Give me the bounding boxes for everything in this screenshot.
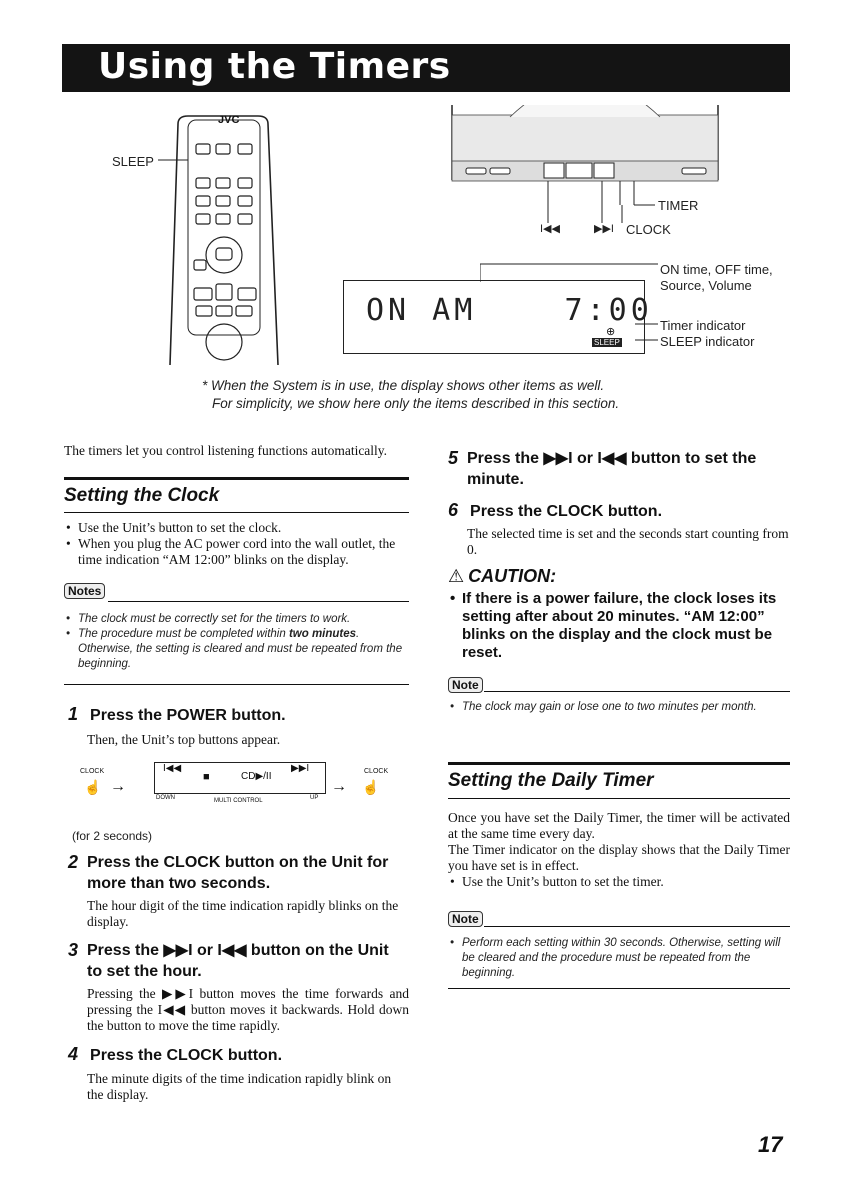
step-body: The selected time is set and the seconds start counting from 0. bbox=[467, 526, 789, 557]
list-item: • Perform each setting within 30 seconds. Otherwise, setting will be cleared and the procedure must be repeated from the beginning. bbox=[448, 936, 788, 981]
list-item: • The clock may gain or lose one to two minutes per month. bbox=[448, 700, 793, 715]
remote-brand-logo: JVC bbox=[218, 114, 240, 126]
note-badge-label: Note bbox=[448, 677, 483, 693]
notes-rule bbox=[108, 601, 409, 602]
setting-clock-notes bbox=[64, 612, 404, 672]
step-number: 1 bbox=[68, 704, 79, 724]
setting-clock-bullets bbox=[64, 520, 406, 568]
up-label: UP bbox=[310, 795, 319, 801]
step-number: 5 bbox=[448, 448, 459, 468]
page-title: Using the Timers bbox=[98, 46, 451, 87]
note-rule bbox=[484, 926, 790, 927]
step-number: 2 bbox=[68, 852, 79, 872]
lcd-callout-lines bbox=[480, 262, 660, 352]
section-rule-bottom bbox=[448, 798, 790, 799]
daily-timer-p2: The Timer indicator on the display shows that the Daily Timer you have set is in effect. bbox=[448, 842, 790, 873]
multi-control-label: MULTI CONTROL bbox=[214, 798, 263, 804]
note-emphasis: two minutes bbox=[288, 628, 357, 640]
caution-label: CAUTION: bbox=[468, 566, 557, 586]
list-item: • Use the Unit’s button to set the clock. bbox=[64, 520, 406, 536]
caution-bullets bbox=[448, 590, 793, 662]
list-item: • When you plug the AC power cord into the wall outlet, the time indication “AM 12:00” blinks on the display. bbox=[64, 536, 406, 568]
daily-note-badge bbox=[448, 910, 483, 928]
remote-control-illustration bbox=[150, 110, 290, 365]
notes-rule-bottom bbox=[64, 684, 409, 685]
daily-timer-bullets bbox=[448, 874, 790, 890]
daily-timer-note bbox=[448, 936, 788, 981]
caution-note bbox=[448, 700, 793, 715]
diagram-caption-line1: * When the System is in use, the display shows other items as well. bbox=[202, 378, 605, 393]
step-title: Press the POWER button. bbox=[90, 707, 286, 724]
step-body: Then, the Unit’s top buttons appear. bbox=[87, 732, 281, 747]
note-text-part: The procedure must be completed within bbox=[78, 628, 286, 640]
page-number: 17 bbox=[758, 1132, 783, 1157]
callout-on-time-line1: ON time, OFF time, bbox=[660, 262, 773, 277]
intro-paragraph: The timers let you control listening functions automatically. bbox=[64, 443, 388, 458]
warning-hand-icon: ⚠ bbox=[448, 566, 465, 586]
clock-callout-label: CLOCK bbox=[626, 222, 671, 237]
step-number: 6 bbox=[448, 500, 459, 520]
step-body: Pressing the ▶▶I button moves the time forwards and pressing the I◀◀ button moves it backwards. Hold down the button to move the time rapidly. bbox=[87, 986, 409, 1033]
page-title-bar bbox=[62, 44, 790, 92]
callout-on-time bbox=[660, 262, 773, 294]
step-2 bbox=[68, 852, 413, 894]
step-3 bbox=[68, 940, 413, 982]
step-number: 3 bbox=[68, 940, 79, 960]
sleep-callout-label: SLEEP bbox=[112, 154, 154, 169]
note-badge-label: Note bbox=[448, 911, 483, 927]
notes-badge bbox=[64, 582, 105, 600]
notes-badge-label: Notes bbox=[64, 583, 105, 599]
sleep-indicator-badge: SLEEP bbox=[594, 338, 620, 347]
step-1 bbox=[68, 704, 286, 726]
step-4 bbox=[68, 1044, 282, 1066]
daily-timer-p1: Once you have set the Daily Timer, the timer will be activated at the same time every day. bbox=[448, 810, 790, 841]
timer-callout-label: TIMER bbox=[658, 198, 699, 213]
list-item: • Use the Unit’s button to set the timer. bbox=[448, 874, 790, 890]
cd-play-pause-button: CD▶/II bbox=[241, 771, 272, 782]
note-rule-bottom bbox=[448, 988, 790, 989]
next-button: ▶▶I bbox=[291, 763, 310, 774]
prev-button: I◀◀ bbox=[163, 763, 182, 774]
callout-timer-indicator: Timer indicator bbox=[660, 318, 746, 333]
step-title: Press the ▶▶I or I◀◀ button on the Unit to set the hour. bbox=[87, 942, 389, 980]
step-title: Press the CLOCK button on the Unit for more than two seconds. bbox=[87, 854, 389, 892]
note-text-part: . Otherwise, the setting is cleared and must be repeated from the beginning. bbox=[78, 628, 403, 670]
section-rule-top bbox=[64, 477, 409, 480]
arrow-right-icon: → bbox=[110, 778, 126, 795]
step-6 bbox=[448, 500, 662, 522]
callout-sleep-indicator: SLEEP indicator bbox=[660, 334, 755, 349]
step-body: The minute digits of the time indication rapidly blink on the display. bbox=[87, 1071, 392, 1102]
list-item bbox=[64, 627, 404, 672]
step1-illustration bbox=[64, 758, 409, 828]
arrow-right-icon: → bbox=[331, 778, 347, 795]
stop-button: ■ bbox=[203, 771, 210, 783]
step-body: The hour digit of the time indication rapidly blinks on the display. bbox=[87, 898, 399, 929]
step-title: Press the CLOCK button. bbox=[470, 503, 663, 520]
note-rule bbox=[484, 691, 790, 692]
diagram-caption-line2: For simplicity, we show here only the items described in this section. bbox=[212, 396, 620, 411]
step-title: Press the ▶▶I or I◀◀ button to set the minute. bbox=[467, 450, 757, 488]
hand-press-icon: ☝ bbox=[362, 781, 380, 796]
unit-top-illustration bbox=[440, 105, 740, 235]
next-button-symbol: ▶▶I bbox=[594, 223, 614, 235]
callout-on-time-line2: Source, Volume bbox=[660, 278, 752, 293]
for-two-seconds-label: (for 2 seconds) bbox=[72, 829, 153, 843]
step-number: 4 bbox=[68, 1044, 79, 1064]
setting-clock-heading: Setting the Clock bbox=[64, 485, 220, 506]
hand-press-icon: ☝ bbox=[84, 781, 102, 796]
step-title: Press the CLOCK button. bbox=[90, 1047, 283, 1064]
timer-indicator-icon: ⊕ bbox=[606, 326, 616, 338]
prev-button-symbol: I◀◀ bbox=[540, 223, 560, 235]
section-rule-top bbox=[448, 762, 790, 765]
section-rule-bottom bbox=[64, 512, 409, 513]
step-5 bbox=[448, 448, 793, 490]
unit-top-buttons bbox=[154, 762, 326, 794]
clock-label-right: CLOCK bbox=[364, 768, 389, 775]
lcd-time-readout: ON AM 7:00 bbox=[366, 293, 653, 328]
daily-timer-heading: Setting the Daily Timer bbox=[448, 770, 654, 791]
list-item: • The clock must be correctly set for the timers to work. bbox=[64, 612, 404, 627]
caution-heading bbox=[448, 566, 556, 587]
down-label: DOWN bbox=[156, 795, 175, 801]
list-item: • If there is a power failure, the clock loses its setting after about 20 minutes. “AM 12:00” blinks on the display and the clock must be reset. bbox=[448, 590, 793, 662]
caution-note-badge bbox=[448, 676, 483, 694]
clock-label-left: CLOCK bbox=[80, 768, 105, 775]
